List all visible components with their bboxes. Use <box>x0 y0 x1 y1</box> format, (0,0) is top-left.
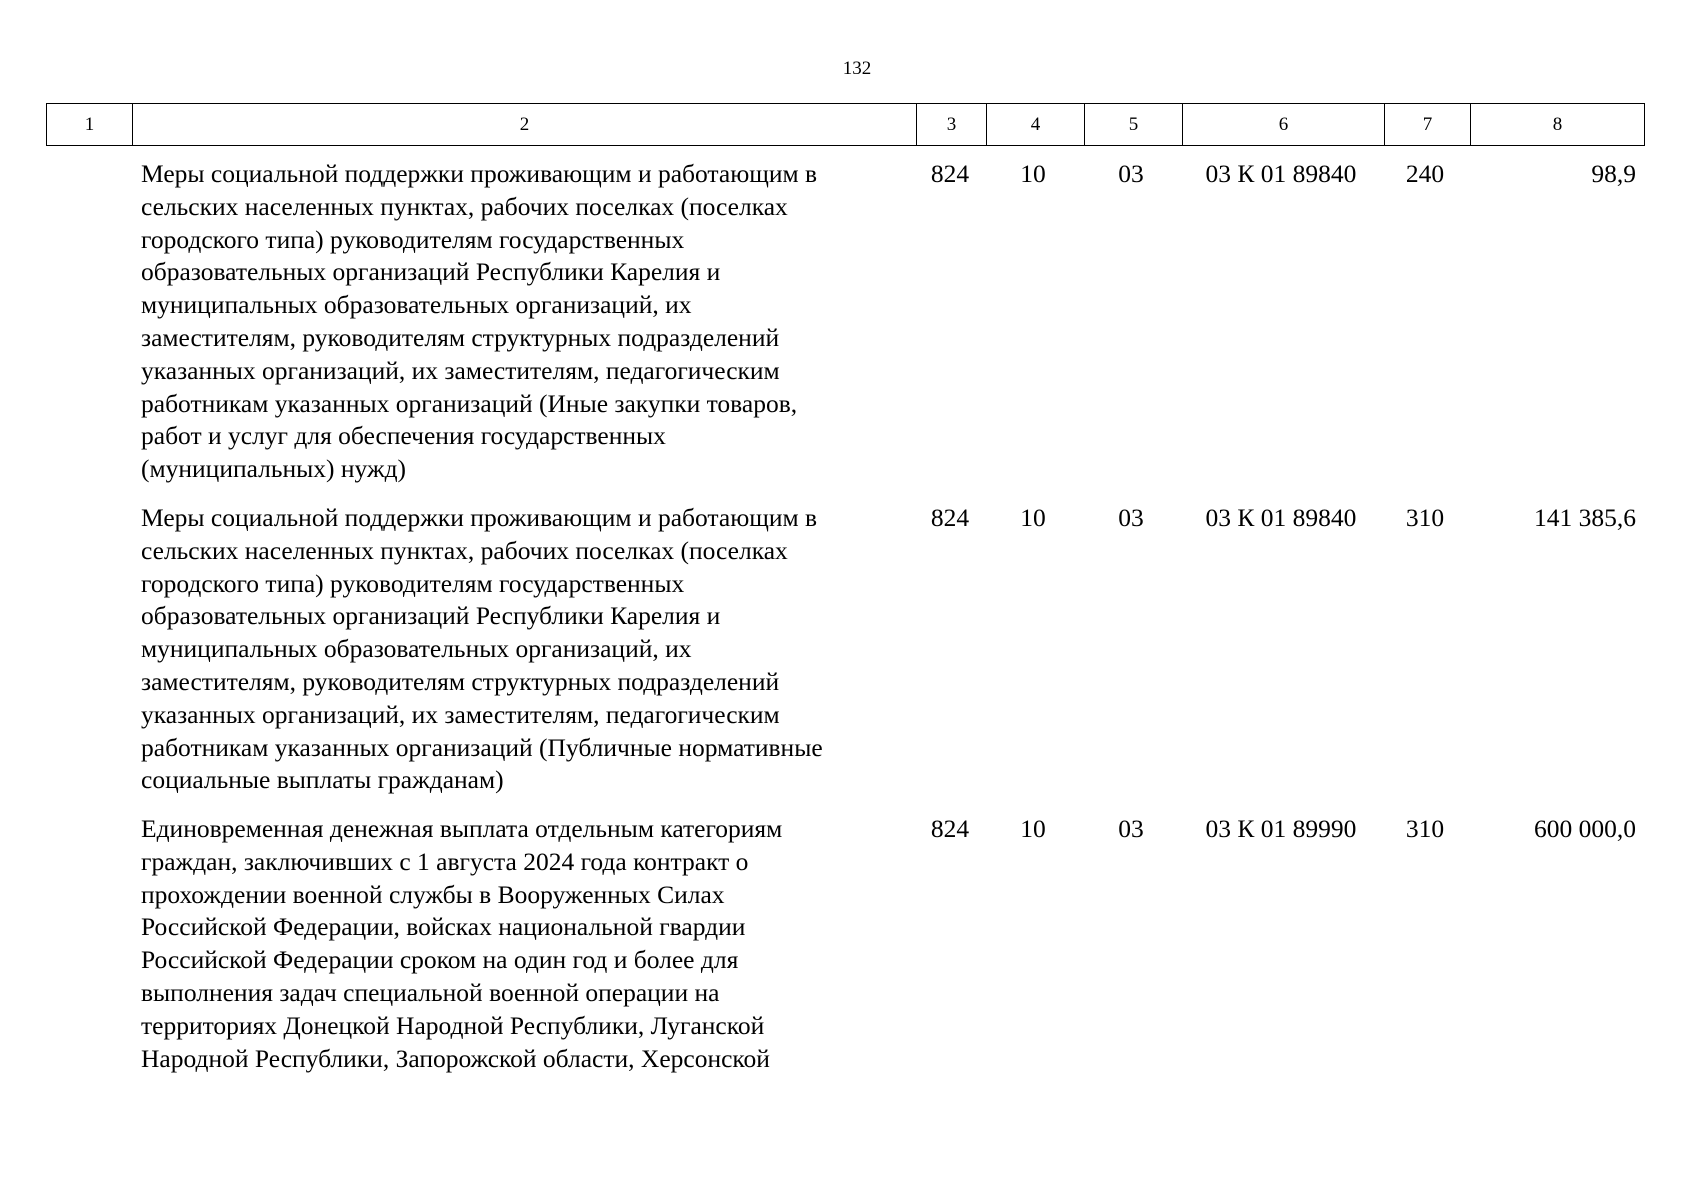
header-col-6: 6 <box>1183 104 1385 146</box>
row-col-4: 10 <box>1020 503 1046 532</box>
header-col-4: 4 <box>987 104 1085 146</box>
row-col-8: 98,9 <box>1591 159 1636 188</box>
row-col-6: 03 К 01 89840 <box>1205 159 1357 188</box>
row-col-8: 141 385,6 <box>1534 503 1636 532</box>
row-description: Меры социальной поддержки проживающим и работающим в сельских населенных пунктах, рабочих поселках (поселках городского типа) руководителям государственных образовательных организаций Республики Карелия и муниципальных образовательных организаций, их заместителям, руководителям структурных подразделений указанных организаций, их заместителям, педагогическим работникам указанных организаций (Иные закупки товаров, работ и услуг для обеспечения государственных (муниципальных) нужд) <box>141 159 818 484</box>
row-col-3: 824 <box>930 814 970 843</box>
header-col-2: 2 <box>133 104 917 146</box>
page-number: 132 <box>842 58 872 79</box>
row-col-3: 824 <box>930 159 970 188</box>
row-col-4: 10 <box>1020 159 1046 188</box>
row-description: Единовременная денежная выплата отдельным категориям граждан, заключивших с 1 августа 2024 года контракт о прохождении военной службы в Вооруженных Силах Российской Федерации, войсках национальной гвардии Российской Федерации сроком на один год и более для выполнения задач специальной военной операции на территориях Донецкой Народной Республики, Луганской Народной Республики, Запорожской области, Херсонской <box>141 814 783 1073</box>
row-col-3: 824 <box>930 503 970 532</box>
row-col-7: 310 <box>1405 814 1445 843</box>
header-col-7: 7 <box>1385 104 1471 146</box>
row-col-8: 600 000,0 <box>1534 814 1636 843</box>
row-col-5: 03 <box>1118 159 1144 188</box>
row-col-6: 03 К 01 89990 <box>1205 814 1357 843</box>
row-col-5: 03 <box>1118 814 1144 843</box>
header-col-3: 3 <box>917 104 987 146</box>
row-col-6: 03 К 01 89840 <box>1205 503 1357 532</box>
row-col-5: 03 <box>1118 503 1144 532</box>
header-col-5: 5 <box>1085 104 1183 146</box>
row-col-7: 310 <box>1405 503 1445 532</box>
row-col-7: 240 <box>1405 159 1445 188</box>
row-description: Меры социальной поддержки проживающим и работающим в сельских населенных пунктах, рабочих поселках (поселках городского типа) руководителям государственных образовательных организаций Республики Карелия и муниципальных образовательных организаций, их заместителям, руководителям структурных подразделений указанных организаций, их заместителям, педагогическим работникам указанных организаций (Публичные нормативные социальные выплаты гражданам) <box>141 503 823 795</box>
header-col-1: 1 <box>47 104 133 146</box>
column-number-header <box>46 103 1645 146</box>
header-col-8: 8 <box>1471 104 1645 146</box>
row-col-4: 10 <box>1020 814 1046 843</box>
